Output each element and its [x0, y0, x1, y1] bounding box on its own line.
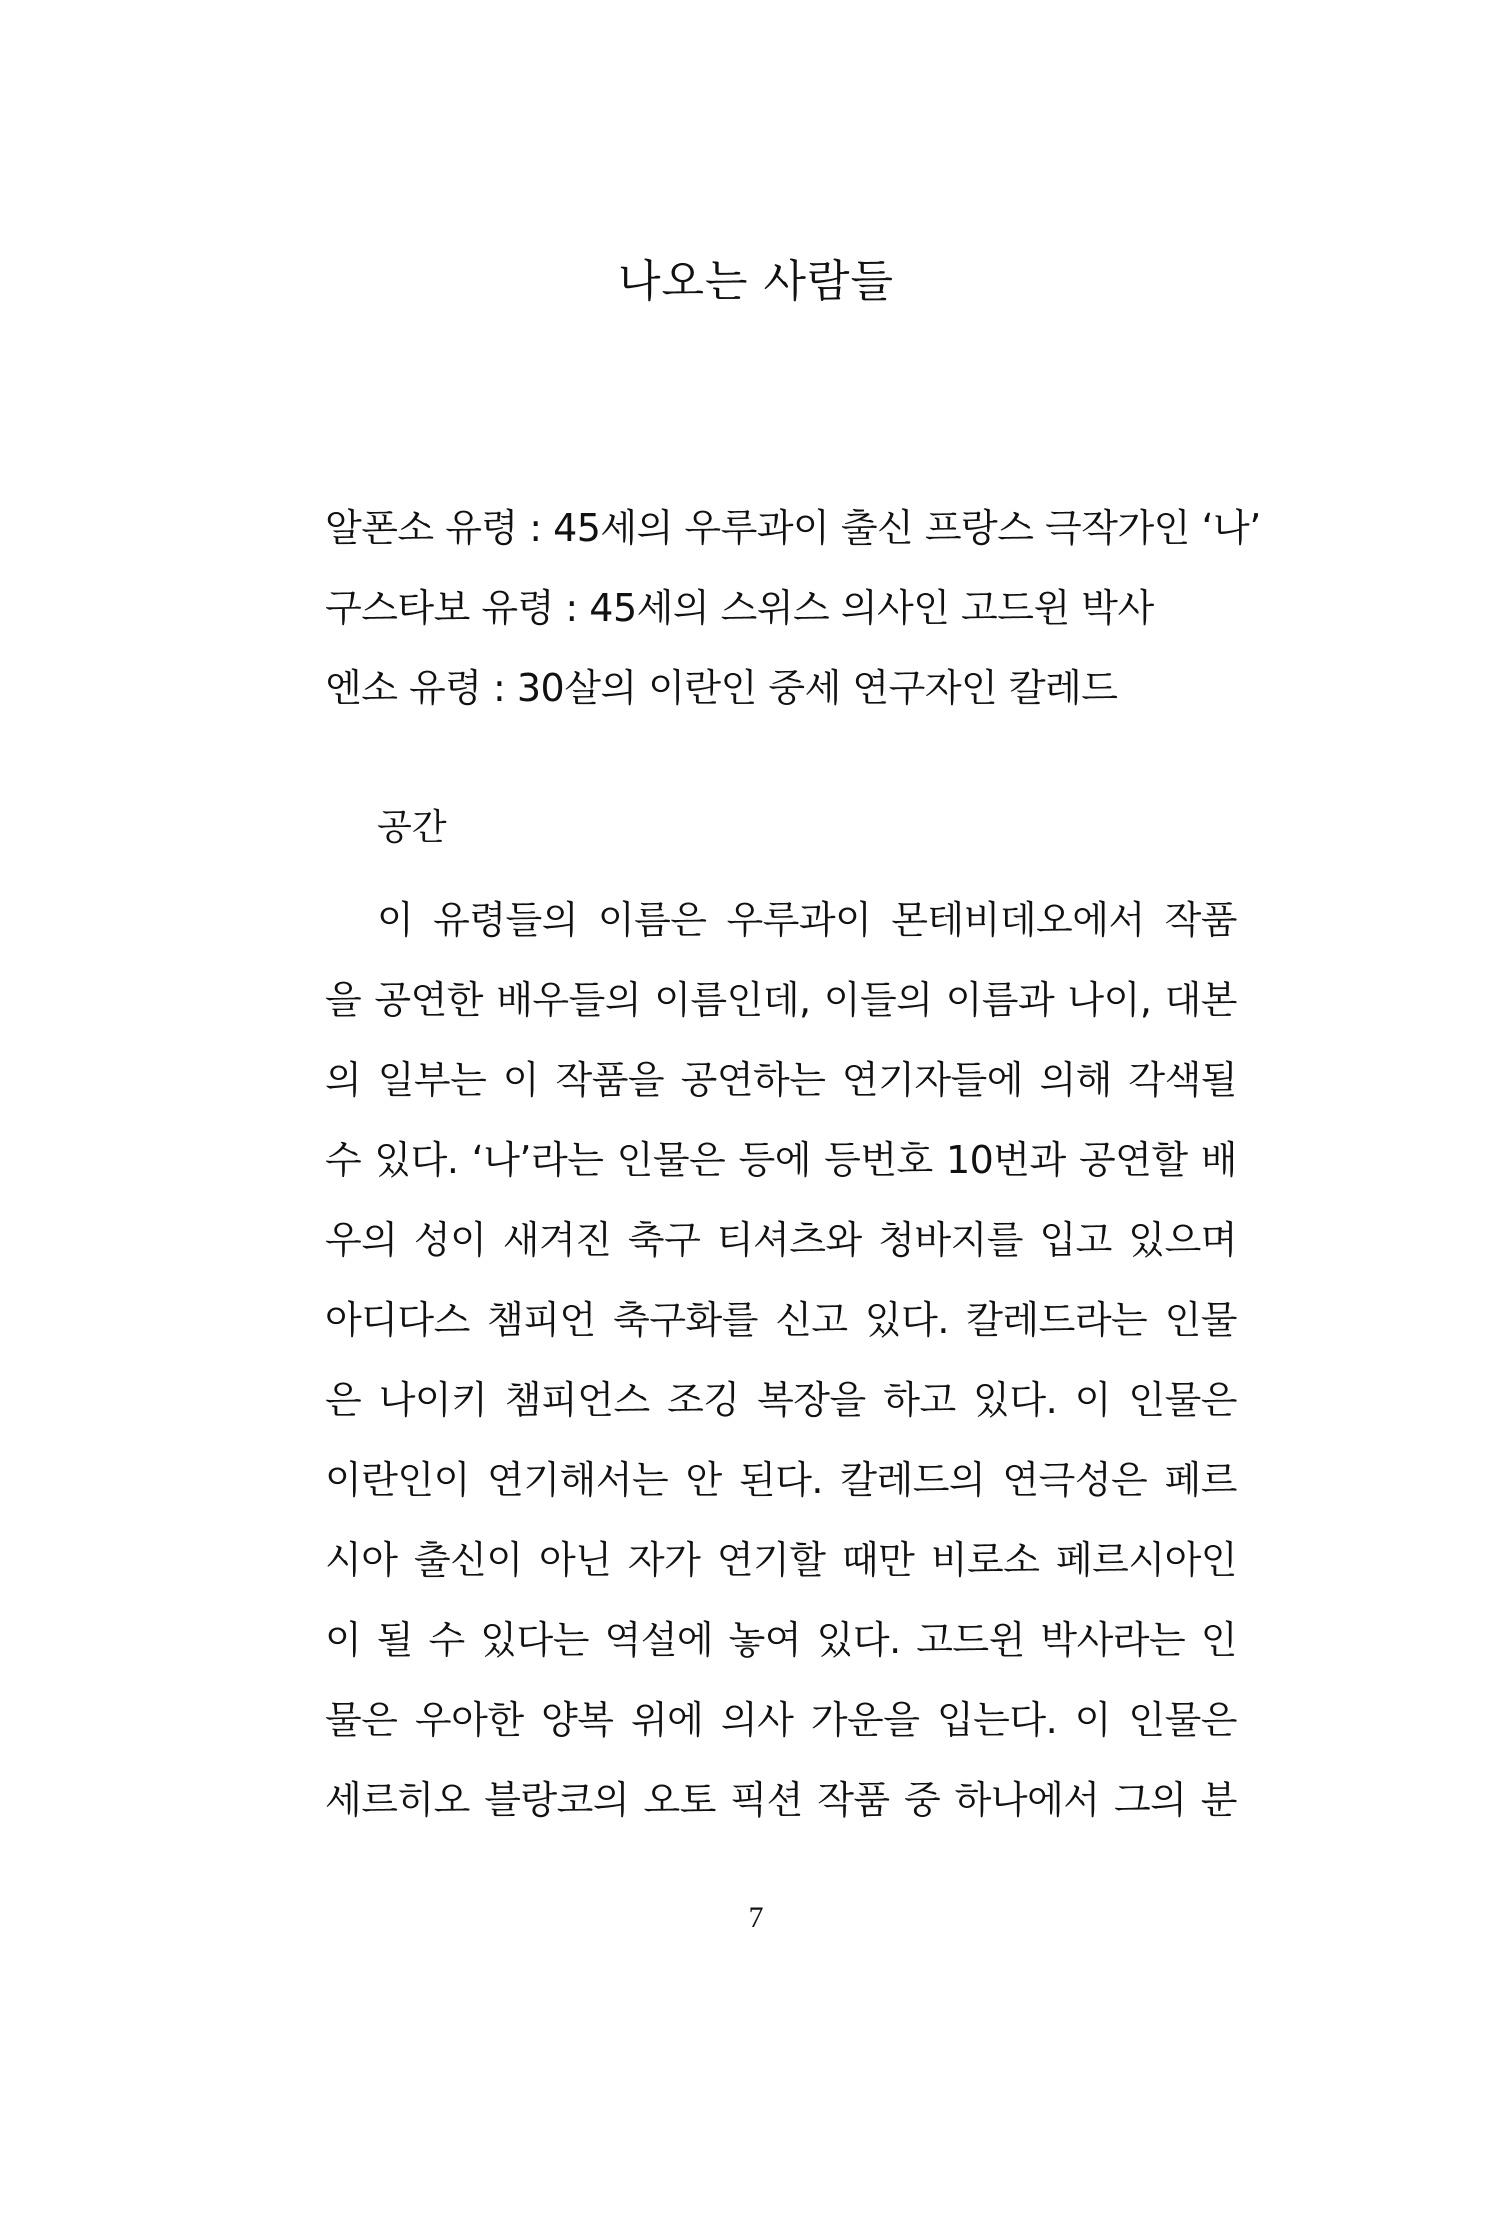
- body-line: 이 유령들의 이름은 우루과이 몬테비데오에서 작품: [377, 898, 1237, 942]
- body-line: 물은 우아한 양복 위에 의사 가운을 입는다. 이 인물은: [325, 1698, 1237, 1742]
- cast-list: [325, 488, 1261, 728]
- body-line: 은 나이키 챔피언스 조깅 복장을 하고 있다. 이 인물은: [325, 1378, 1237, 1422]
- section-space: [325, 798, 1237, 1840]
- body-line: 의 일부는 이 작품을 공연하는 연기자들에 의해 각색될: [325, 1058, 1237, 1102]
- body-line: 시아 출신이 아닌 자가 연기할 때만 비로소 페르시아인: [325, 1538, 1237, 1582]
- body-line: 수 있다. ‘나’라는 인물은 등에 등번호 10번과 공연할 배: [325, 1138, 1237, 1182]
- page-number: 7: [748, 1901, 764, 1934]
- cast-item: 구스타보 유령 : 45세의 스위스 의사인 고드윈 박사: [325, 586, 1154, 630]
- page-title: 나오는 사람들: [617, 256, 894, 307]
- body-line: 이란인이 연기해서는 안 된다. 칼레드의 연극성은 페르: [325, 1458, 1237, 1502]
- cast-item: 엔소 유령 : 30살의 이란인 중세 연구자인 칼레드: [325, 666, 1118, 710]
- body-line: 우의 성이 새겨진 축구 티셔츠와 청바지를 입고 있으며: [325, 1218, 1237, 1262]
- body-line: 세르히오 블랑코의 오토 픽션 작품 중 하나에서 그의 분: [325, 1778, 1237, 1822]
- cast-item: 알폰소 유령 : 45세의 우루과이 출신 프랑스 극작가인 ‘나’: [325, 506, 1261, 550]
- body-line: 을 공연한 배우들의 이름인데, 이들의 이름과 나이, 대본: [325, 978, 1237, 1022]
- body-line: 아디다스 챔피언 축구화를 신고 있다. 칼레드라는 인물: [325, 1298, 1237, 1342]
- section-heading: 공간: [377, 807, 447, 848]
- body-paragraph: [325, 880, 1237, 1840]
- body-line: 이 될 수 있다는 역설에 놓여 있다. 고드윈 박사라는 인: [325, 1618, 1237, 1662]
